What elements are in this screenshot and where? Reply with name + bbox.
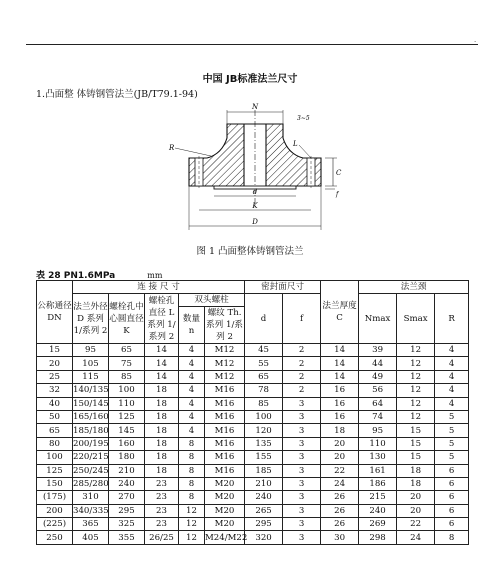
header-bolt-circle: 螺栓孔中心圆直径 K: [109, 294, 145, 344]
dim-d-outer-label: D: [252, 218, 258, 226]
table-cell: 24: [397, 531, 435, 544]
table-cell: M24/M22: [205, 532, 248, 543]
header-thickness: 法兰厚度 C: [321, 281, 359, 344]
dim-c-label: C: [336, 169, 342, 177]
table-cell: 6: [435, 477, 469, 490]
header-bolt-hole: 螺栓孔直径 L 系列 1/系列 2: [145, 294, 179, 344]
table-cell: 130: [359, 451, 397, 464]
table-cell: 105: [73, 357, 109, 370]
table-cell: 16: [321, 397, 359, 410]
table-row: [37, 357, 469, 370]
table-cell: 4: [435, 384, 469, 397]
table-cell: 5: [435, 451, 469, 464]
table-cell: 22: [397, 518, 435, 531]
table-cell: 12: [397, 397, 435, 410]
dim-n-label: N: [251, 103, 259, 111]
table-row: [37, 464, 469, 477]
table-cell: 2: [283, 344, 321, 357]
table-row: [37, 410, 469, 423]
table-cell: 3: [283, 531, 321, 544]
table-cell: 5: [435, 424, 469, 437]
table-cell: 150: [37, 477, 73, 490]
table-cell: 18: [321, 424, 359, 437]
section-subtitle: 1.凸面整 体铸钢管法兰(JB/T79.1-94): [36, 89, 198, 100]
table-cell: 150/145: [73, 398, 109, 409]
header-r: R: [435, 294, 469, 344]
table-cell: 405: [73, 531, 109, 544]
table-cell: 4: [435, 357, 469, 370]
table-row: [37, 477, 469, 490]
table-cell: 6: [435, 518, 469, 531]
table-cell: 20: [321, 437, 359, 450]
table-cell: 240: [109, 477, 145, 490]
table-cell: 18: [397, 464, 435, 477]
table-cell: 4: [179, 384, 205, 397]
table-cell: 6: [435, 464, 469, 477]
table-body: [37, 344, 469, 545]
flange-dimension-table: [36, 280, 469, 545]
table-row: [37, 397, 469, 410]
table-cell: 20: [37, 357, 73, 370]
table-cell: 45: [245, 344, 283, 357]
table-cell: 12: [397, 384, 435, 397]
table-cell: 125: [109, 410, 145, 423]
table-cell: 110: [359, 437, 397, 450]
table-cell: 125: [37, 464, 73, 477]
table-cell: 26: [321, 491, 359, 504]
table-cell: 50: [37, 410, 73, 423]
table-cell: 3: [283, 451, 321, 464]
table-cell: 85: [109, 370, 145, 383]
table-cell: 4: [179, 397, 205, 410]
table-cell: 20: [397, 504, 435, 517]
table-cell: 12: [179, 518, 205, 531]
top-rule: [26, 44, 478, 45]
table-cell: 325: [109, 518, 145, 531]
table-cell: 74: [359, 410, 397, 423]
table-cell: 8: [179, 491, 205, 504]
header-connection: 连 接 尺 寸: [73, 281, 245, 294]
header-nmax: Nmax: [359, 294, 397, 344]
table-cell: 4: [179, 410, 205, 423]
table-cell: 15: [397, 424, 435, 437]
table-cell: 220/215: [73, 452, 109, 463]
table-cell: 200: [37, 504, 73, 517]
table-cell: M20: [205, 477, 245, 490]
table-cell: 120: [245, 424, 283, 437]
table-cell: 3: [283, 437, 321, 450]
table-cell: 186: [359, 477, 397, 490]
table-cell: 8: [179, 477, 205, 490]
table-cell: 12: [397, 357, 435, 370]
dim-angle-label: 3~5: [297, 115, 310, 122]
table-cell: 15: [397, 451, 435, 464]
table-cell: 14: [321, 357, 359, 370]
table-cell: 200/195: [73, 438, 109, 449]
table-cell: 65: [37, 424, 73, 437]
table-cell: 23: [145, 477, 179, 490]
table-cell: 30: [321, 531, 359, 544]
table-cell: 26: [321, 504, 359, 517]
header-seal-f: f: [283, 294, 321, 344]
table-cell: 16: [321, 410, 359, 423]
dim-d-label: d: [252, 188, 258, 196]
table-cell: M16: [205, 410, 245, 423]
table-cell: 8: [179, 451, 205, 464]
table-cell: 298: [359, 531, 397, 544]
table-cell: 23: [145, 518, 179, 531]
header-stud-thread: 螺纹 Th. 系列 1/系列 2: [206, 308, 243, 342]
table-cell: 320: [245, 531, 283, 544]
table-cell: 14: [321, 370, 359, 383]
table-cell: 269: [359, 518, 397, 531]
table-cell: 285/280: [73, 479, 109, 490]
table-cell: 15: [37, 344, 73, 357]
header-smax: Smax: [397, 294, 435, 344]
table-cell: 23: [145, 491, 179, 504]
table-cell: 210: [245, 477, 283, 490]
dim-l-label: L: [293, 140, 298, 148]
table-cell: 44: [359, 357, 397, 370]
table-cell: 78: [245, 384, 283, 397]
table-cell: 180: [109, 451, 145, 464]
table-cell: M20: [205, 518, 245, 531]
table-cell: 95: [359, 424, 397, 437]
table-cell: 4: [179, 357, 205, 370]
table-cell: 165/160: [73, 412, 109, 423]
table-cell: 40: [37, 397, 73, 410]
table-cell: 100: [109, 384, 145, 397]
header-stud: 双头螺柱: [179, 294, 245, 307]
table-row: [37, 491, 469, 504]
table-cell: M12: [205, 370, 245, 383]
table-cell: 161: [359, 464, 397, 477]
table-cell: 100: [37, 451, 73, 464]
table-cell: 135: [245, 437, 283, 450]
table-row: [37, 370, 469, 383]
table-cell: 3: [283, 477, 321, 490]
table-cell: 340/335: [73, 505, 109, 516]
table-cell: 75: [109, 357, 145, 370]
table-cell: 14: [145, 370, 179, 383]
table-cell: 4: [435, 344, 469, 357]
table-row: [37, 424, 469, 437]
table-cell: 55: [245, 357, 283, 370]
table-row: [37, 344, 469, 357]
table-cell: 14: [145, 357, 179, 370]
table-cell: 295: [245, 518, 283, 531]
table-unit: mm: [147, 271, 163, 280]
table-cell: 6: [435, 491, 469, 504]
table-cell: 80: [37, 437, 73, 450]
table-cell: 355: [109, 531, 145, 544]
page-title: 中国 JB标准法兰尺寸: [202, 74, 298, 85]
table-cell: 250: [37, 531, 73, 544]
table-cell: 95: [73, 344, 109, 357]
table-cell: 18: [397, 477, 435, 490]
table-cell: 8: [179, 437, 205, 450]
table-cell: 3: [283, 464, 321, 477]
table-cell: 18: [145, 410, 179, 423]
table-cell: 18: [145, 397, 179, 410]
table-row: [37, 451, 469, 464]
table-cell: 2: [283, 384, 321, 397]
table-cell: 18: [145, 424, 179, 437]
table-cell: 4: [435, 370, 469, 383]
table-cell: 65: [109, 344, 145, 357]
table-cell: 4: [179, 370, 205, 383]
table-cell: 110: [109, 397, 145, 410]
table-cell: 12: [397, 344, 435, 357]
table-cell: M20: [205, 504, 245, 517]
table-cell: 270: [109, 491, 145, 504]
header-seal: 密封面尺寸: [245, 281, 321, 294]
flange-drawing: [165, 98, 345, 238]
figure-caption: 图 1 凸面整体铸钢管法兰: [196, 246, 304, 257]
table-cell: (225): [37, 518, 73, 531]
table-cell: 12: [397, 410, 435, 423]
table-cell: 18: [145, 437, 179, 450]
table-cell: M20: [205, 491, 245, 504]
table-cell: 145: [109, 424, 145, 437]
table-cell: 2: [283, 357, 321, 370]
table-row: [37, 437, 469, 450]
table-cell: 20: [321, 451, 359, 464]
table-cell: 39: [359, 344, 397, 357]
table-row: [37, 504, 469, 517]
table-cell: 56: [359, 384, 397, 397]
table-cell: 310: [73, 491, 109, 504]
table-cell: 2: [283, 370, 321, 383]
header-flange-od: 法兰外径 D 系列 1/系列 2: [73, 294, 109, 344]
table-cell: 18: [145, 464, 179, 477]
table-cell: M12: [205, 344, 245, 357]
table-caption-label: 表 28 PN1.6MPa: [36, 271, 116, 281]
table-row: [37, 518, 469, 531]
table-cell: 4: [435, 397, 469, 410]
table-cell: 365: [73, 518, 109, 531]
header-dn: 公称通径 DN: [37, 281, 73, 344]
dim-r-label: R: [169, 144, 175, 152]
table-cell: 265: [245, 504, 283, 517]
corner-mark: ·: [474, 38, 477, 46]
table-cell: M16: [205, 451, 245, 464]
table-cell: 5: [435, 437, 469, 450]
table-row: [37, 531, 469, 544]
table-cell: 25: [37, 370, 73, 383]
table-cell: 3: [283, 491, 321, 504]
table-cell: M12: [205, 357, 245, 370]
table-cell: (175): [37, 491, 73, 504]
table-cell: 14: [321, 344, 359, 357]
table-cell: 22: [321, 464, 359, 477]
table-cell: 8: [179, 464, 205, 477]
table-cell: 12: [179, 504, 205, 517]
table-cell: 3: [283, 424, 321, 437]
table-cell: 215: [359, 491, 397, 504]
table-cell: 240: [245, 491, 283, 504]
table-cell: 15: [397, 437, 435, 450]
table-cell: 18: [145, 384, 179, 397]
table-cell: 3: [283, 518, 321, 531]
table-cell: 26/25: [145, 531, 179, 544]
table-cell: 3: [283, 410, 321, 423]
header-seal-d: d: [245, 294, 283, 344]
table-cell: 240: [359, 504, 397, 517]
table-cell: 4: [179, 424, 205, 437]
table-cell: 100: [245, 410, 283, 423]
table-cell: 65: [245, 370, 283, 383]
table-cell: 49: [359, 370, 397, 383]
table-cell: 185/180: [73, 425, 109, 436]
table-cell: 12: [397, 370, 435, 383]
table-cell: 32: [37, 384, 73, 397]
table-cell: 155: [245, 451, 283, 464]
table-row: [37, 384, 469, 397]
table-cell: 3: [283, 397, 321, 410]
table-cell: 250/245: [73, 465, 109, 476]
table-cell: 295: [109, 504, 145, 517]
table-cell: 3: [283, 504, 321, 517]
table-cell: 210: [109, 464, 145, 477]
dim-f-label: f: [336, 191, 339, 198]
table-cell: 64: [359, 397, 397, 410]
table-cell: 23: [145, 504, 179, 517]
table-cell: M16: [205, 424, 245, 437]
table-cell: 20: [397, 491, 435, 504]
table-cell: 12: [179, 531, 205, 544]
table-cell: M16: [205, 437, 245, 450]
dim-k-label: K: [252, 202, 258, 210]
table-cell: 115: [73, 370, 109, 383]
table-cell: 6: [435, 504, 469, 517]
table-cell: 8: [435, 531, 469, 544]
table-cell: M16: [205, 464, 245, 477]
table-cell: 4: [179, 344, 205, 357]
table-cell: 16: [321, 384, 359, 397]
header-neck: 法兰颈: [359, 281, 469, 294]
table-cell: 18: [145, 451, 179, 464]
table-cell: 140/135: [73, 385, 109, 396]
table-cell: M16: [205, 397, 245, 410]
header-stud-qty: 数量 n: [179, 307, 205, 344]
table-cell: 85: [245, 397, 283, 410]
table-cell: 14: [145, 344, 179, 357]
table-cell: 5: [435, 410, 469, 423]
table-cell: 24: [321, 477, 359, 490]
table-cell: 160: [109, 437, 145, 450]
table-cell: 26: [321, 518, 359, 531]
table-cell: 185: [245, 464, 283, 477]
table-cell: M16: [205, 384, 245, 397]
